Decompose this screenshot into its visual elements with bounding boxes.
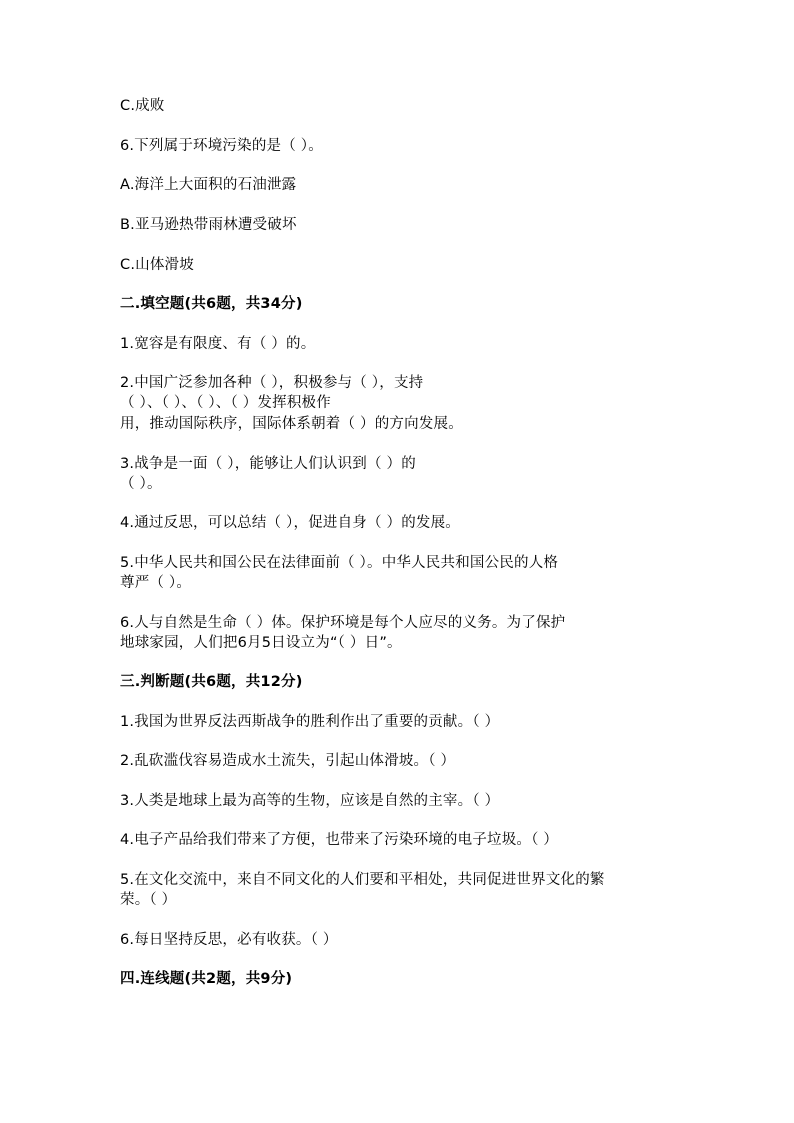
option-a: A.海洋上大面积的石油泄露: [120, 177, 297, 193]
fill-question-1: 1.宽容是有限度、有（ ）的。: [120, 336, 316, 352]
section-heading-fill-blank: 二.填空题(共6题，共34分): [120, 296, 303, 312]
judge-question-2: 2.乱砍滥伐容易造成水土流失，引起山体滑坡。（ ）: [120, 753, 456, 769]
fill-question-2-line-1: 2.中国广泛参加各种（ ），积极参与（ ），支持: [120, 375, 424, 391]
option-c-success-failure: C.成败: [120, 98, 165, 114]
section-heading-true-false: 三.判断题(共6题，共12分): [120, 674, 303, 690]
fill-question-3-line-1: 3.战争是一面（ ），能够让人们认识到（ ）的: [120, 456, 416, 472]
option-c: C.山体滑坡: [120, 257, 194, 273]
fill-question-6-line-2: 地球家园，人们把6月5日设立为“（ ）日”。: [120, 635, 402, 651]
fill-question-5-line-2: 尊严（ ）。: [120, 575, 192, 591]
fill-question-2-line-3: 用，推动国际秩序，国际体系朝着（ ）的方向发展。: [120, 416, 463, 432]
judge-question-5-line-1: 5.在文化交流中，来自不同文化的人们要和平相处，共同促进世界文化的繁: [120, 872, 605, 888]
fill-question-2-line-2: （ ）、（ ）、（ ）、（ ）发挥积极作: [120, 395, 331, 411]
judge-question-3: 3.人类是地球上最为高等的生物，应该是自然的主宰。（ ）: [120, 793, 500, 809]
judge-question-1: 1.我国为世界反法西斯战争的胜利作出了重要的贡献。（ ）: [120, 714, 500, 730]
fill-question-5-line-1: 5.中华人民共和国公民在法律面前（ ）。中华人民共和国公民的人格: [120, 555, 559, 571]
fill-question-6-line-1: 6.人与自然是生命（ ）体。保护环境是每个人应尽的义务。为了保护: [120, 615, 566, 631]
judge-question-5-line-2: 荣。（ ）: [120, 892, 177, 908]
judge-question-4: 4.电子产品给我们带来了方便，也带来了污染环境的电子垃圾。（ ）: [120, 832, 559, 848]
section-heading-matching: 四.连线题(共2题，共9分): [120, 971, 293, 987]
judge-question-6: 6.每日坚持反思，必有收获。（ ）: [120, 932, 338, 948]
question-choice-6: 6.下列属于环境污染的是（ ）。: [120, 138, 323, 154]
option-b: B.亚马逊热带雨林遭受破坏: [120, 217, 297, 233]
fill-question-3-line-2: （ ）。: [120, 476, 162, 492]
fill-question-4: 4.通过反思，可以总结（ ），促进自身（ ）的发展。: [120, 515, 461, 531]
